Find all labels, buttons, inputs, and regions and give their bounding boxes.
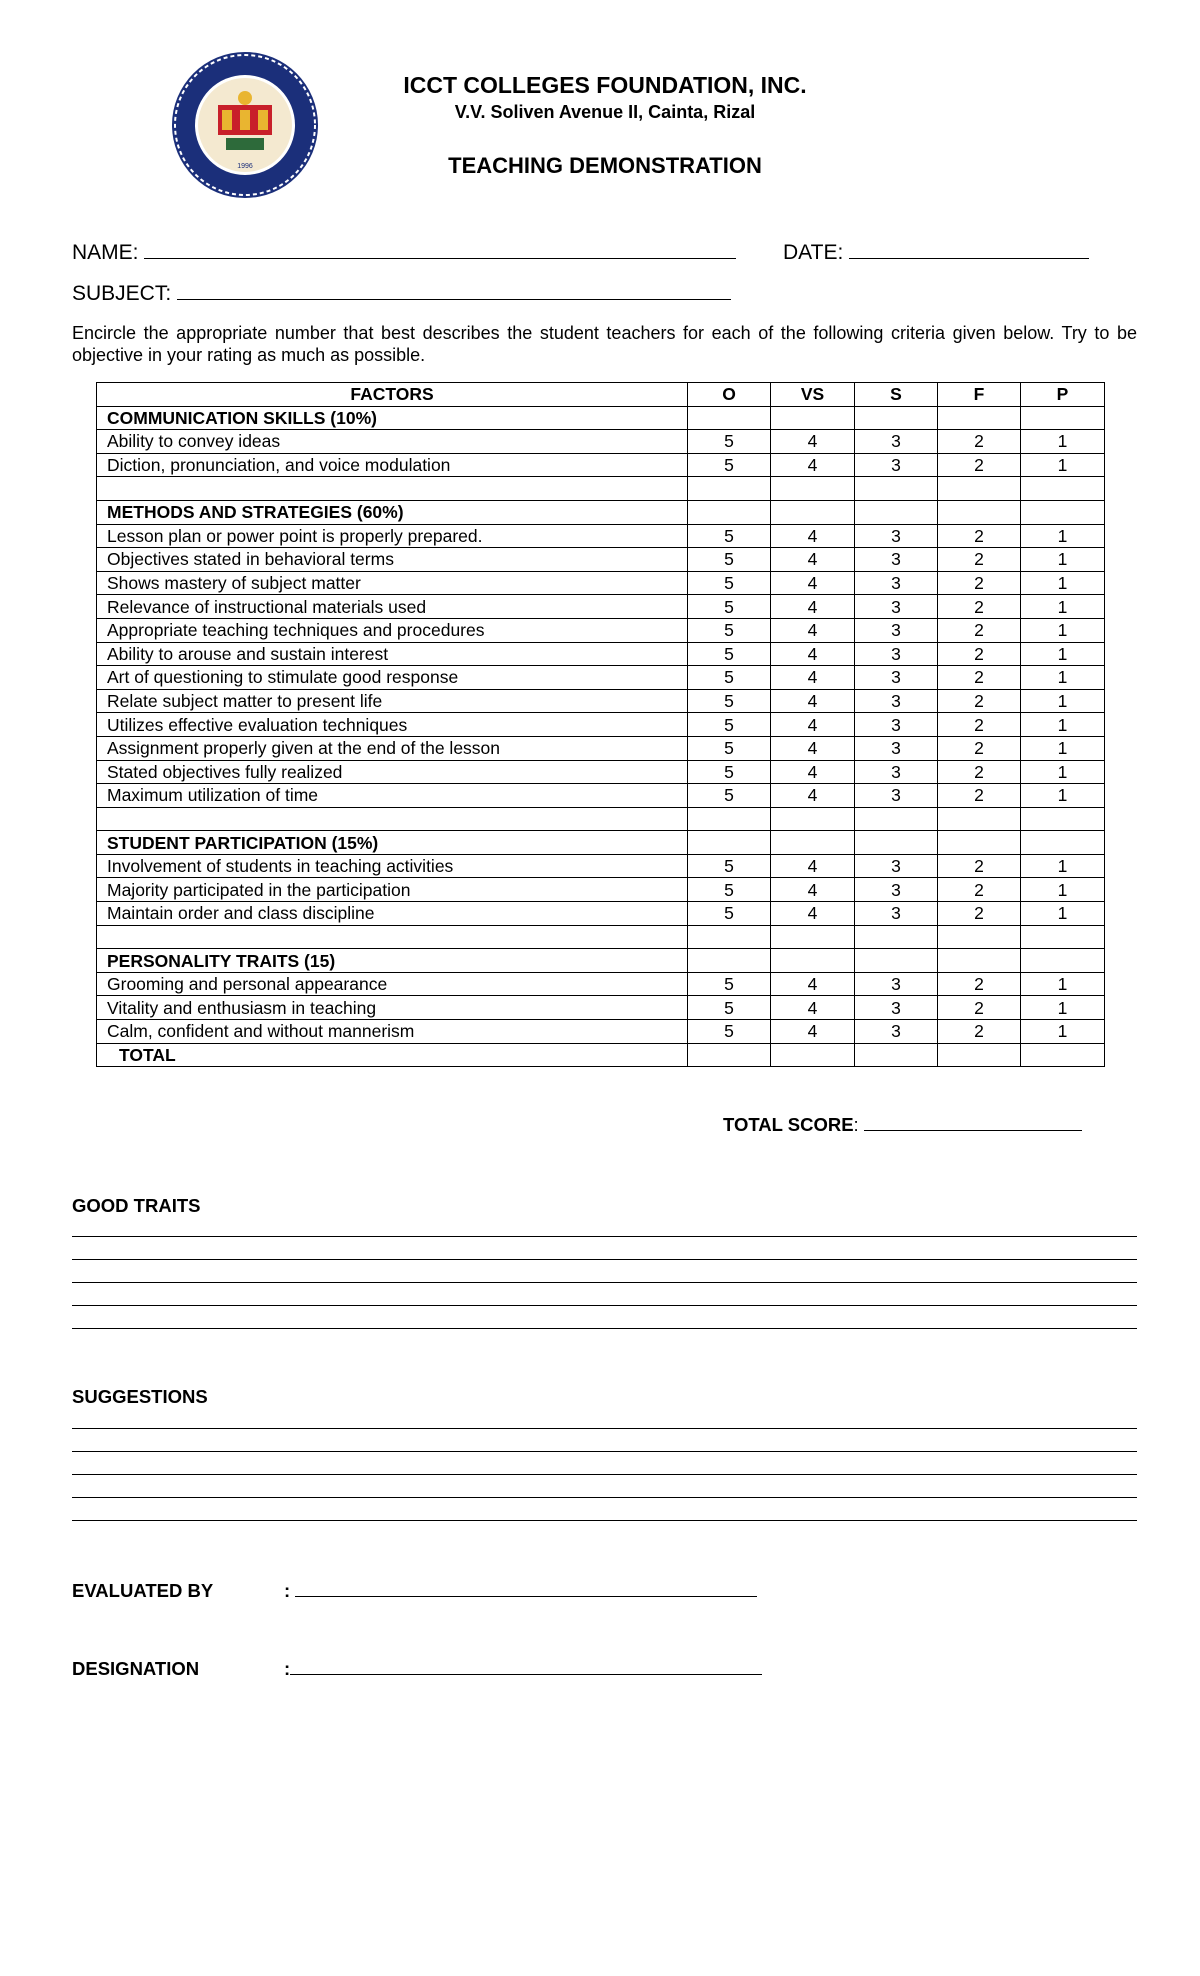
evaluation-table bbox=[96, 382, 1105, 1067]
empty-cell bbox=[1021, 406, 1105, 430]
empty-cell bbox=[1021, 500, 1105, 524]
criterion-row bbox=[97, 548, 1105, 572]
rating-option[interactable]: 1 bbox=[1021, 642, 1105, 666]
rating-option[interactable]: 2 bbox=[938, 1020, 1021, 1044]
rating-option[interactable]: 3 bbox=[855, 618, 938, 642]
rating-option[interactable]: 2 bbox=[938, 524, 1021, 548]
rating-option[interactable]: 3 bbox=[855, 548, 938, 572]
criterion-label: Art of questioning to stimulate good response bbox=[97, 666, 688, 690]
rating-option[interactable]: 4 bbox=[771, 689, 855, 713]
empty-cell bbox=[771, 949, 855, 973]
evaluated-by-field[interactable]: EVALUATED BY : bbox=[72, 1576, 757, 1602]
rating-option[interactable]: 1 bbox=[1021, 571, 1105, 595]
rating-option[interactable]: 1 bbox=[1021, 713, 1105, 737]
total-cell[interactable] bbox=[938, 1043, 1021, 1067]
empty-cell bbox=[938, 831, 1021, 855]
rating-option[interactable]: 4 bbox=[771, 524, 855, 548]
empty-cell bbox=[688, 831, 771, 855]
empty-cell bbox=[855, 477, 938, 501]
criterion-row bbox=[97, 784, 1105, 808]
empty-cell bbox=[938, 949, 1021, 973]
rating-option[interactable]: 1 bbox=[1021, 784, 1105, 808]
criterion-label: Shows mastery of subject matter bbox=[97, 571, 688, 595]
school-address: V.V. Soliven Avenue II, Cainta, Rizal bbox=[454, 102, 756, 122]
rating-option[interactable]: 4 bbox=[771, 642, 855, 666]
empty-cell bbox=[771, 500, 855, 524]
name-label: NAME: bbox=[72, 241, 139, 264]
rating-option[interactable]: 2 bbox=[938, 666, 1021, 690]
good-traits-line[interactable] bbox=[72, 1259, 1137, 1260]
designation-label: DESIGNATION bbox=[72, 1658, 200, 1679]
rating-option[interactable]: 1 bbox=[1021, 666, 1105, 690]
good-traits-line[interactable] bbox=[72, 1305, 1137, 1306]
rating-option[interactable]: 2 bbox=[938, 878, 1021, 902]
criterion-label: Stated objectives fully realized bbox=[97, 760, 688, 784]
rating-option[interactable]: 1 bbox=[1021, 972, 1105, 996]
rating-option[interactable]: 5 bbox=[688, 972, 771, 996]
total-row bbox=[97, 1043, 1105, 1067]
criterion-label: Diction, pronunciation, and voice modulation bbox=[97, 453, 688, 477]
section-title: COMMUNICATION SKILLS (10%) bbox=[97, 406, 688, 430]
criterion-label: Utilizes effective evaluation techniques bbox=[97, 713, 688, 737]
criterion-label: Ability to convey ideas bbox=[97, 430, 688, 454]
criterion-row bbox=[97, 595, 1105, 619]
rating-option[interactable]: 3 bbox=[855, 760, 938, 784]
rating-option[interactable]: 3 bbox=[855, 972, 938, 996]
rating-option[interactable]: 3 bbox=[855, 666, 938, 690]
rating-option[interactable]: 5 bbox=[688, 524, 771, 548]
empty-cell bbox=[771, 831, 855, 855]
criterion-row bbox=[97, 996, 1105, 1020]
rating-option[interactable]: 2 bbox=[938, 736, 1021, 760]
rating-option[interactable]: 1 bbox=[1021, 524, 1105, 548]
rating-option[interactable]: 2 bbox=[938, 689, 1021, 713]
criterion-row bbox=[97, 760, 1105, 784]
rating-option[interactable]: 5 bbox=[688, 784, 771, 808]
rating-option[interactable]: 5 bbox=[688, 666, 771, 690]
spacer-row bbox=[97, 925, 1105, 949]
criterion-label: Assignment properly given at the end of the lesson bbox=[97, 736, 688, 760]
empty-cell bbox=[97, 925, 688, 949]
rating-option[interactable]: 4 bbox=[771, 1020, 855, 1044]
total-cell[interactable] bbox=[855, 1043, 938, 1067]
empty-cell bbox=[938, 406, 1021, 430]
rating-option[interactable]: 2 bbox=[938, 902, 1021, 926]
rating-option[interactable]: 3 bbox=[855, 1020, 938, 1044]
school-logo bbox=[170, 50, 320, 200]
criterion-row bbox=[97, 571, 1105, 595]
rating-option[interactable]: 2 bbox=[938, 642, 1021, 666]
rating-option[interactable]: 1 bbox=[1021, 760, 1105, 784]
rating-option[interactable]: 2 bbox=[938, 548, 1021, 572]
criterion-row bbox=[97, 736, 1105, 760]
criterion-label: Ability to arouse and sustain interest bbox=[97, 642, 688, 666]
rating-option[interactable]: 2 bbox=[938, 595, 1021, 619]
rating-option[interactable]: 3 bbox=[855, 571, 938, 595]
good-traits-title: GOOD TRAITS bbox=[72, 1195, 201, 1216]
spacer-row bbox=[97, 477, 1105, 501]
rating-option[interactable]: 5 bbox=[688, 571, 771, 595]
criterion-label: Objectives stated in behavioral terms bbox=[97, 548, 688, 572]
table-header-row bbox=[97, 383, 1105, 407]
rating-option[interactable]: 4 bbox=[771, 878, 855, 902]
rating-option[interactable]: 3 bbox=[855, 996, 938, 1020]
subject-field[interactable] bbox=[72, 279, 731, 306]
empty-cell bbox=[771, 925, 855, 949]
rating-option[interactable]: 2 bbox=[938, 713, 1021, 737]
rating-option[interactable]: 1 bbox=[1021, 430, 1105, 454]
empty-cell bbox=[97, 477, 688, 501]
section-header-row bbox=[97, 500, 1105, 524]
empty-cell bbox=[688, 949, 771, 973]
good-traits-line[interactable] bbox=[72, 1236, 1137, 1237]
suggestions-title: SUGGESTIONS bbox=[72, 1386, 208, 1407]
empty-cell bbox=[1021, 925, 1105, 949]
rating-option[interactable]: 1 bbox=[1021, 453, 1105, 477]
suggestions-line[interactable] bbox=[72, 1497, 1137, 1498]
rating-option[interactable]: 4 bbox=[771, 666, 855, 690]
col-factors: FACTORS bbox=[97, 383, 688, 407]
rating-option[interactable]: 3 bbox=[855, 430, 938, 454]
empty-cell bbox=[938, 807, 1021, 831]
total-cell[interactable] bbox=[1021, 1043, 1105, 1067]
criterion-row bbox=[97, 713, 1105, 737]
empty-cell bbox=[938, 477, 1021, 501]
rating-option[interactable]: 3 bbox=[855, 878, 938, 902]
rating-option[interactable]: 4 bbox=[771, 972, 855, 996]
empty-cell bbox=[938, 925, 1021, 949]
rating-option[interactable]: 4 bbox=[771, 760, 855, 784]
rating-option[interactable]: 5 bbox=[688, 854, 771, 878]
suggestions-line[interactable] bbox=[72, 1451, 1137, 1452]
criterion-row bbox=[97, 453, 1105, 477]
rating-option[interactable]: 1 bbox=[1021, 854, 1105, 878]
criterion-row bbox=[97, 902, 1105, 926]
rating-option[interactable]: 4 bbox=[771, 902, 855, 926]
rating-option[interactable]: 1 bbox=[1021, 548, 1105, 572]
rating-option[interactable]: 3 bbox=[855, 713, 938, 737]
rating-option[interactable]: 4 bbox=[771, 713, 855, 737]
empty-cell bbox=[688, 477, 771, 501]
rating-option[interactable]: 2 bbox=[938, 972, 1021, 996]
criterion-row bbox=[97, 972, 1105, 996]
empty-cell bbox=[1021, 949, 1105, 973]
date-label: DATE: bbox=[783, 241, 844, 264]
rating-option[interactable]: 4 bbox=[771, 618, 855, 642]
total-score-label: TOTAL SCORE bbox=[723, 1114, 854, 1135]
rating-option[interactable]: 3 bbox=[855, 902, 938, 926]
rating-option[interactable]: 5 bbox=[688, 689, 771, 713]
section-header-row bbox=[97, 831, 1105, 855]
criterion-label: Lesson plan or power point is properly prepared. bbox=[97, 524, 688, 548]
rating-option[interactable]: 1 bbox=[1021, 878, 1105, 902]
criterion-row bbox=[97, 618, 1105, 642]
criterion-row bbox=[97, 1020, 1105, 1044]
criterion-row bbox=[97, 878, 1105, 902]
date-line[interactable] bbox=[849, 238, 1089, 259]
rating-option[interactable]: 1 bbox=[1021, 618, 1105, 642]
rating-option[interactable]: 2 bbox=[938, 430, 1021, 454]
rating-option[interactable]: 1 bbox=[1021, 736, 1105, 760]
rating-option[interactable]: 5 bbox=[688, 760, 771, 784]
rating-option[interactable]: 1 bbox=[1021, 595, 1105, 619]
rating-option[interactable]: 2 bbox=[938, 784, 1021, 808]
empty-cell bbox=[97, 807, 688, 831]
rating-option[interactable]: 3 bbox=[855, 736, 938, 760]
svg-text:1996: 1996 bbox=[237, 163, 253, 170]
empty-cell bbox=[771, 406, 855, 430]
empty-cell bbox=[688, 807, 771, 831]
empty-cell bbox=[938, 500, 1021, 524]
form-title: TEACHING DEMONSTRATION bbox=[448, 153, 762, 178]
rating-option[interactable]: 4 bbox=[771, 548, 855, 572]
criterion-label: Calm, confident and without mannerism bbox=[97, 1020, 688, 1044]
total-score-field[interactable]: TOTAL SCORE: bbox=[723, 1110, 1082, 1136]
rating-option[interactable]: 5 bbox=[688, 618, 771, 642]
rating-option[interactable]: 5 bbox=[688, 713, 771, 737]
evaluated-by-label: EVALUATED BY bbox=[72, 1580, 214, 1601]
empty-cell bbox=[688, 925, 771, 949]
rating-option[interactable]: 5 bbox=[688, 878, 771, 902]
empty-cell bbox=[855, 807, 938, 831]
criterion-label: Relate subject matter to present life bbox=[97, 689, 688, 713]
rating-option[interactable]: 2 bbox=[938, 996, 1021, 1020]
rating-option[interactable]: 3 bbox=[855, 642, 938, 666]
empty-cell bbox=[1021, 477, 1105, 501]
section-header-row bbox=[97, 406, 1105, 430]
criterion-label: Involvement of students in teaching activities bbox=[97, 854, 688, 878]
empty-cell bbox=[771, 807, 855, 831]
rating-option[interactable]: 5 bbox=[688, 430, 771, 454]
rating-option[interactable]: 4 bbox=[771, 996, 855, 1020]
rating-option[interactable]: 4 bbox=[771, 784, 855, 808]
col-f: F bbox=[938, 383, 1021, 407]
total-score-line[interactable] bbox=[864, 1110, 1082, 1131]
rating-option[interactable]: 2 bbox=[938, 854, 1021, 878]
rating-option[interactable]: 2 bbox=[938, 453, 1021, 477]
designation-line[interactable] bbox=[290, 1654, 762, 1675]
rating-option[interactable]: 4 bbox=[771, 736, 855, 760]
empty-cell bbox=[855, 831, 938, 855]
criterion-label: Majority participated in the participation bbox=[97, 878, 688, 902]
empty-cell bbox=[771, 477, 855, 501]
rating-option[interactable]: 5 bbox=[688, 595, 771, 619]
criterion-label: Appropriate teaching techniques and procedures bbox=[97, 618, 688, 642]
total-cell[interactable] bbox=[688, 1043, 771, 1067]
criterion-row bbox=[97, 642, 1105, 666]
rating-option[interactable]: 4 bbox=[771, 595, 855, 619]
criterion-label: Grooming and personal appearance bbox=[97, 972, 688, 996]
col-o: O bbox=[688, 383, 771, 407]
school-name: ICCT COLLEGES FOUNDATION, INC. bbox=[403, 72, 807, 98]
suggestions-line[interactable] bbox=[72, 1474, 1137, 1475]
empty-cell bbox=[688, 406, 771, 430]
criterion-label: Relevance of instructional materials used bbox=[97, 595, 688, 619]
suggestions-line[interactable] bbox=[72, 1520, 1137, 1521]
subject-line[interactable] bbox=[177, 279, 731, 300]
criterion-row bbox=[97, 666, 1105, 690]
section-header-row bbox=[97, 949, 1105, 973]
section-title: STUDENT PARTICIPATION (15%) bbox=[97, 831, 688, 855]
rating-option[interactable]: 3 bbox=[855, 524, 938, 548]
spacer-row bbox=[97, 807, 1105, 831]
rating-option[interactable]: 1 bbox=[1021, 996, 1105, 1020]
suggestions-line[interactable] bbox=[72, 1428, 1137, 1429]
total-cell[interactable] bbox=[771, 1043, 855, 1067]
section-title: METHODS AND STRATEGIES (60%) bbox=[97, 500, 688, 524]
criterion-label: Maximum utilization of time bbox=[97, 784, 688, 808]
good-traits-line[interactable] bbox=[72, 1282, 1137, 1283]
name-line[interactable] bbox=[144, 238, 736, 259]
rating-option[interactable]: 5 bbox=[688, 736, 771, 760]
criterion-label: Maintain order and class discipline bbox=[97, 902, 688, 926]
rating-option[interactable]: 1 bbox=[1021, 1020, 1105, 1044]
empty-cell bbox=[855, 500, 938, 524]
empty-cell bbox=[855, 925, 938, 949]
criterion-label: Vitality and enthusiasm in teaching bbox=[97, 996, 688, 1020]
rating-option[interactable]: 4 bbox=[771, 854, 855, 878]
rating-option[interactable]: 3 bbox=[855, 689, 938, 713]
criterion-row bbox=[97, 430, 1105, 454]
rating-option[interactable]: 5 bbox=[688, 996, 771, 1020]
rating-option[interactable]: 1 bbox=[1021, 902, 1105, 926]
empty-cell bbox=[855, 406, 938, 430]
evaluated-by-line[interactable] bbox=[295, 1576, 757, 1597]
rating-option[interactable]: 3 bbox=[855, 854, 938, 878]
instructions: Encircle the appropriate number that best describes the student teachers for each of the following criteria given below. Try to be objective in your rating as much as possible. bbox=[72, 323, 1137, 365]
name-field[interactable] bbox=[72, 238, 736, 265]
rating-option[interactable]: 2 bbox=[938, 618, 1021, 642]
rating-option[interactable]: 5 bbox=[688, 642, 771, 666]
rating-option[interactable]: 5 bbox=[688, 548, 771, 572]
section-title: PERSONALITY TRAITS (15) bbox=[97, 949, 688, 973]
rating-option[interactable]: 5 bbox=[688, 453, 771, 477]
criterion-row bbox=[97, 524, 1105, 548]
col-p: P bbox=[1021, 383, 1105, 407]
rating-option[interactable]: 4 bbox=[771, 571, 855, 595]
rating-option[interactable]: 2 bbox=[938, 571, 1021, 595]
rating-option[interactable]: 3 bbox=[855, 595, 938, 619]
designation-field[interactable]: DESIGNATION : bbox=[72, 1654, 762, 1680]
empty-cell bbox=[1021, 807, 1105, 831]
rating-option[interactable]: 1 bbox=[1021, 689, 1105, 713]
empty-cell bbox=[1021, 831, 1105, 855]
rating-option[interactable]: 3 bbox=[855, 453, 938, 477]
date-field[interactable] bbox=[783, 238, 1089, 265]
total-label: TOTAL bbox=[97, 1043, 688, 1067]
rating-option[interactable]: 5 bbox=[688, 1020, 771, 1044]
empty-cell bbox=[688, 500, 771, 524]
good-traits-line[interactable] bbox=[72, 1328, 1137, 1329]
rating-option[interactable]: 3 bbox=[855, 784, 938, 808]
rating-option[interactable]: 4 bbox=[771, 453, 855, 477]
rating-option[interactable]: 4 bbox=[771, 430, 855, 454]
rating-option[interactable]: 2 bbox=[938, 760, 1021, 784]
rating-option[interactable]: 5 bbox=[688, 902, 771, 926]
empty-cell bbox=[855, 949, 938, 973]
subject-label: SUBJECT: bbox=[72, 282, 172, 305]
criterion-row bbox=[97, 854, 1105, 878]
col-s: S bbox=[855, 383, 938, 407]
col-vs: VS bbox=[771, 383, 855, 407]
criterion-row bbox=[97, 689, 1105, 713]
